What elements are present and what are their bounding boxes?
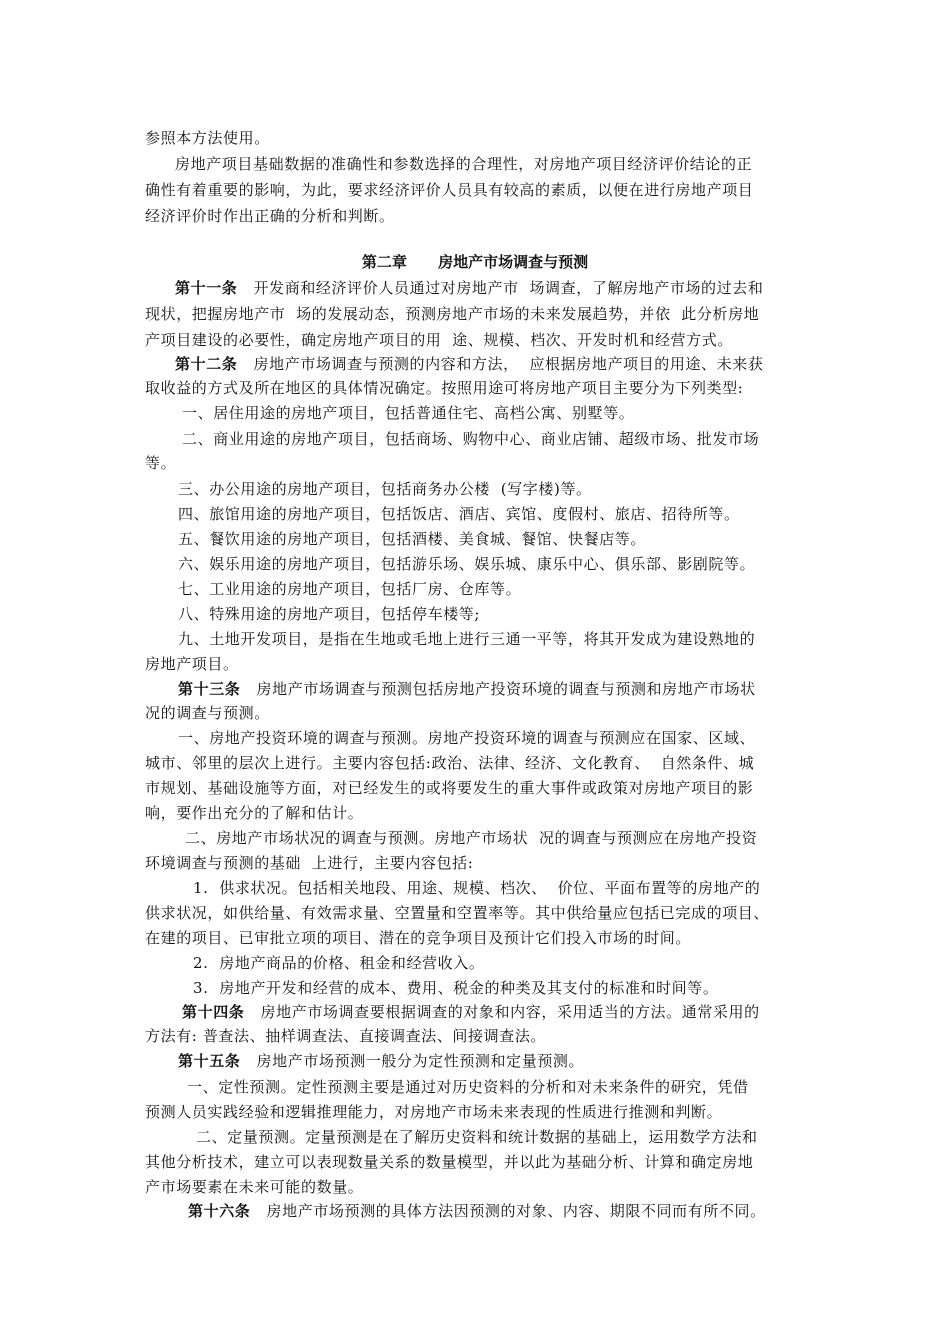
text-line: 预测人员实践经验和逻辑推理能力，对房地产市场未来表现的性质进行推测和判断。 xyxy=(145,1103,723,1121)
text-line: 其他分析技术，建立可以表现数量关系的数量模型，并以此为基础分析、计算和确定房地 xyxy=(145,1153,754,1171)
text-line: 现状，把握房地产市 场的发展动态，预测房地产市场的未来发展趋势，并依 此分析房地 xyxy=(145,305,760,323)
chapter-title: 房地产市场调查与预测 xyxy=(438,253,589,271)
article-paragraph: 第十三条 房地产市场调查与预测包括房地产投资环境的调查与预测和房地产市场状 xyxy=(178,680,756,698)
list-item: 八、特殊用途的房地产项目，包括停车楼等; xyxy=(178,605,481,623)
article-paragraph: 第十五条 房地产市场预测一般分为定性预测和定量预测。 xyxy=(178,1052,585,1070)
text-line: 产项目建设的必要性，确定房地产项目的用 途、规模、档次、开发时机和经营方式。 xyxy=(145,331,733,349)
list-item: 四、旅馆用途的房地产项目，包括饭店、酒店、宾馆、度假村、旅店、招待所等。 xyxy=(178,505,740,523)
article-number: 第十三条 xyxy=(178,680,241,698)
text-line: 响，要作出充分的了解和估计。 xyxy=(145,804,364,822)
text-line: 二、房地产市场状况的调查与预测。房地产市场状 况的调查与预测应在房地产投资 xyxy=(185,829,758,847)
article-paragraph: 第十一条 开发商和经济评价人员通过对房地产市 场调查，了解房地产市场的过去和 xyxy=(175,279,764,297)
list-item: 三、办公用途的房地产项目，包括商务办公楼 (写字楼)等。 xyxy=(178,480,592,498)
text-line: 参照本方法使用。 xyxy=(145,129,270,147)
text-line: 一、定性预测。定性预测主要是通过对历史资料的分析和对未来条件的研究，凭借 xyxy=(187,1078,749,1096)
text-line: 经济评价时作出正确的分析和判断。 xyxy=(145,207,395,225)
article-paragraph: 第十六条 房地产市场预测的具体方法因预测的对象、内容、期限不同而有所不同。 xyxy=(188,1202,766,1220)
chapter-heading xyxy=(0,252,950,272)
text-line: 取收益的方式及所在地区的具体情况确定。按照用途可将房地产项目主要分为下列类型: xyxy=(145,379,744,397)
text-line: 方法有: 普查法、抽样调查法、直接调查法、间接调查法。 xyxy=(145,1027,547,1045)
article-paragraph: 第十二条 房地产市场调查与预测的内容和方法， 应根据房地产项目的用途、未来获 xyxy=(175,355,764,373)
list-item: 七、工业用途的房地产项目，包括厂房、仓库等。 xyxy=(178,580,522,598)
list-item: 1. 供求状况。包括相关地段、用途、规模、档次、 价位、平面布置等的房地产的 xyxy=(193,879,761,897)
text-line: 二、定量预测。定量预测是在了解历史资料和统计数据的基础上，运用数学方法和 xyxy=(196,1128,758,1146)
list-item: 3. 房地产开发和经营的成本、费用、税金的种类及其支付的标准和时间等。 xyxy=(193,979,719,997)
article-number: 第十五条 xyxy=(178,1052,241,1070)
article-number: 第十一条 xyxy=(175,279,238,297)
list-item: 2. 房地产商品的价格、租金和经营收入。 xyxy=(193,954,485,972)
list-item: 五、餐饮用途的房地产项目，包括酒楼、美食城、餐馆、快餐店等。 xyxy=(178,530,647,548)
article-number: 第十四条 xyxy=(182,1003,245,1021)
text-line: 城市、邻里的层次上进行。主要内容包括:政治、法律、经济、文化教育、 自然条件、城 xyxy=(145,754,755,772)
text-line: 供求状况，如供给量、有效需求量、空置量和空置率等。其中供给量应包括已完成的项目、 xyxy=(145,904,770,922)
article-paragraph: 第十四条 房地产市场调查要根据调查的对象和内容，采用适当的方法。通常采用的 xyxy=(182,1003,760,1021)
chapter-number: 第二章 xyxy=(361,253,407,271)
text-line: 确性有着重要的影响，为此，要求经济评价人员具有较高的素质，以便在进行房地产项目 xyxy=(145,181,754,199)
text-line: 在建的项目、已审批立项的项目、潜在的竞争项目及预计它们投入市场的时间。 xyxy=(145,929,692,947)
text-line: 房地产项目基础数据的准确性和参数选择的合理性，对房地产项目经济评价结论的正 xyxy=(175,155,753,173)
text-line: 产市场要素在未来可能的数量。 xyxy=(145,1178,364,1196)
article-number: 第十二条 xyxy=(175,355,238,373)
text-line: 房地产项目。 xyxy=(145,655,239,673)
text-line: 环境调查与预测的基础 上进行，主要内容包括: xyxy=(145,854,474,872)
text-line: 市规划、基础设施等方面，对已经发生的或将要发生的重大事件或政策对房地产项目的影 xyxy=(145,779,754,797)
list-item: 六、娱乐用途的房地产项目，包括游乐场、娱乐城、康乐中心、俱乐部、影剧院等。 xyxy=(178,555,756,573)
list-item: 一、居住用途的房地产项目，包括普通住宅、高档公寓、别墅等。 xyxy=(182,404,635,422)
text-line: 况的调查与预测。 xyxy=(145,704,270,722)
text-line: 一、房地产投资环境的调查与预测。房地产投资环境的调查与预测应在国家、区域、 xyxy=(178,729,756,747)
article-number: 第十六条 xyxy=(188,1202,251,1220)
list-item: 九、土地开发项目，是指在生地或毛地上进行三通一平等，将其开发成为建设熟地的 xyxy=(178,630,756,648)
list-item: 二、商业用途的房地产项目，包括商场、购物中心、商业店铺、超级市场、批发市场 xyxy=(182,430,760,448)
text-line: 等。 xyxy=(145,454,177,472)
